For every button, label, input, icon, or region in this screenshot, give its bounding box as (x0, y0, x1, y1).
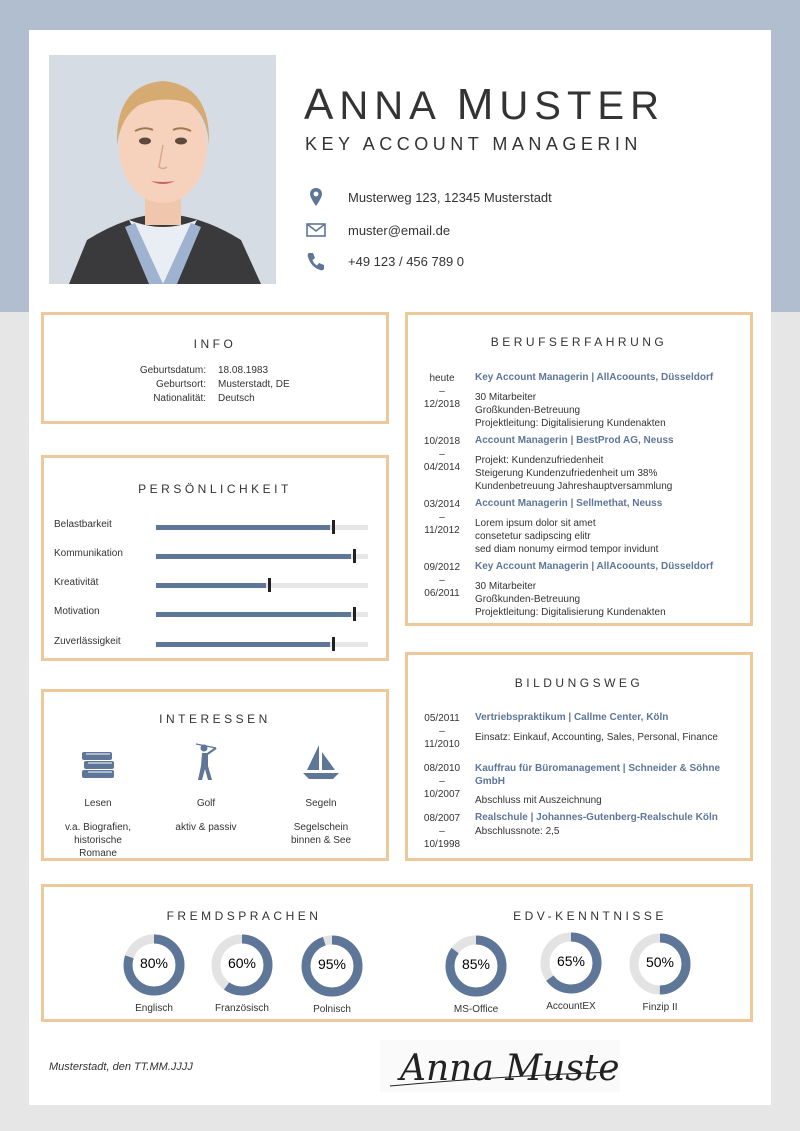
info-section (41, 312, 389, 424)
address-text: Musterweg 123, 12345 Musterstadt (348, 189, 552, 205)
skill-track (156, 525, 368, 530)
skill-label: Kreativität (54, 577, 99, 588)
info-row: Nationalität: Deutsch (153, 393, 255, 404)
skill-marker (353, 607, 356, 621)
skills-gauge-section (41, 884, 753, 1022)
gauge-value: 95% (317, 956, 347, 972)
it-gauge (531, 931, 611, 1012)
entry-title: Account Managerin | Sellmethat, Neuss (475, 498, 663, 509)
profile-photo (49, 55, 276, 284)
email-text[interactable]: muster@email.de (348, 222, 451, 238)
languages-title: FREMDSPRACHEN (166, 909, 322, 923)
books-icon (78, 742, 118, 782)
entry-details: Lorem ipsum dolor sit amet consetetur sadipscing elitr sed diam nonumy eirmod tempor invidunt (475, 518, 659, 555)
sailboat-icon (299, 742, 343, 782)
entry-dates: 08/2007 – 10/1998 (423, 813, 461, 850)
entry-details: Einsatz: Einkauf, Accounting, Sales, Personal, Finance (475, 732, 718, 743)
skill-track (156, 554, 368, 559)
skill-label: Zuverlässigkeit (54, 636, 121, 647)
gauge-label: AccountEX (546, 1001, 596, 1012)
interests-section (41, 689, 389, 861)
entry-dates: 10/2018 – 04/2014 (423, 436, 461, 473)
contact-email (305, 219, 451, 241)
gauge-label: Finzip II (642, 1002, 678, 1013)
contact-phone (305, 250, 465, 272)
skill-marker (332, 520, 335, 534)
skill-track (156, 642, 368, 647)
info-row: Geburtsdatum: 18.08.1983 (139, 365, 269, 376)
info-title: INFO (193, 337, 237, 351)
entry-title: Key Account Managerin | AllAcoounts, Düsseldorf (475, 372, 714, 383)
gauge-value: 85% (461, 956, 491, 972)
personality-title: PERSÖNLICHKEIT (138, 482, 292, 496)
skill-fill (156, 554, 351, 559)
skill-fill (156, 583, 266, 588)
language-gauge (114, 933, 194, 1014)
it-gauge (436, 934, 516, 1015)
skill-marker (353, 549, 356, 563)
experience-section (405, 312, 753, 626)
interest-description: Segelschein binnen & See (290, 822, 352, 846)
interest-item (271, 742, 371, 847)
golf-icon (186, 742, 226, 782)
interest-description: v.a. Biografien, historische Romane (65, 822, 131, 859)
entry-details: 30 Mitarbeiter Großkunden-Betreuung Projektleitung: Digitalisierung Kundenakten (475, 392, 666, 429)
gauge-value: 50% (645, 954, 675, 970)
gauge-label: Polnisch (313, 1004, 351, 1015)
entry-details: Abschlussnote: 2,5 (475, 826, 560, 837)
gauge-label: MS-Office (453, 1004, 499, 1015)
interest-item (48, 742, 148, 860)
gauge-label: Französisch (215, 1003, 269, 1014)
signature (380, 1040, 620, 1092)
skill-row (54, 519, 374, 533)
info-list (44, 365, 386, 407)
skill-label: Motivation (54, 606, 100, 617)
gauge-value: 80% (139, 955, 169, 971)
interest-description: aktiv & passiv (175, 822, 237, 833)
entry-details: 30 Mitarbeiter Großkunden-Betreuung Projektleitung: Digitalisierung Kundenakten (475, 581, 666, 618)
interest-name: Golf (196, 798, 216, 809)
entry-title: Key Account Managerin | AllAcoounts, Düsseldorf (475, 561, 714, 572)
it-gauge (620, 932, 700, 1013)
entry-dates: 09/2012 – 06/2011 (423, 562, 461, 599)
interest-name: Lesen (84, 798, 112, 809)
experience-title: BERUFSERFAHRUNG (490, 335, 668, 349)
education-section (405, 652, 753, 861)
skill-row (54, 606, 374, 620)
entry-dates: 03/2014 – 11/2012 (423, 499, 461, 536)
skill-label: Kommunikation (54, 548, 123, 559)
entry-dates: 08/2010 – 10/2007 (423, 763, 461, 800)
education-title: BILDUNGSWEG (514, 676, 644, 690)
skill-fill (156, 525, 330, 530)
entry-dates: heute – 12/2018 (423, 373, 461, 410)
personality-section (41, 455, 389, 661)
gauge-value: 60% (227, 955, 257, 971)
gauge-value: 65% (556, 953, 586, 969)
interests-title: INTERESSEN (159, 712, 271, 726)
skill-marker (268, 578, 271, 592)
entry-details: Projekt: Kundenzufriedenheit Steigerung Kundenzufriedenheit um 38% Kundenbetreuung Jahreshauptversammlung (475, 455, 673, 492)
entry-title: Realschule | Johannes-Gutenberg-Realschule Köln (475, 812, 718, 823)
envelope-icon (305, 219, 327, 241)
skill-fill (156, 612, 351, 617)
entry-title: Kauffrau für Büromanagement | Schneider & Söhne GmbH (475, 763, 721, 787)
skill-fill (156, 642, 330, 647)
phone-icon (305, 250, 327, 272)
skill-row (54, 636, 374, 650)
phone-text: +49 123 / 456 789 0 (348, 253, 465, 269)
skill-row (54, 577, 374, 591)
skill-marker (332, 637, 335, 651)
entry-dates: 05/2011 – 11/2010 (424, 713, 460, 750)
contact-address (305, 186, 552, 208)
signature-text: Anna Muster (400, 1048, 620, 1089)
interest-name: Segeln (305, 798, 337, 809)
language-gauge (292, 934, 372, 1015)
skill-track (156, 583, 368, 588)
entry-details: Abschluss mit Auszeichnung (475, 795, 602, 806)
entry-title: Account Managerin | BestProd AG, Neuss (475, 435, 674, 446)
interest-item (156, 742, 256, 834)
gauge-label: Englisch (135, 1003, 173, 1014)
skill-track (156, 612, 368, 617)
skill-label: Belastbarkeit (54, 519, 112, 530)
location-pin-icon (305, 186, 327, 208)
person-name: ANNA MUSTER (304, 80, 665, 129)
place-date: Musterstadt, den TT.MM.JJJJ (49, 1061, 193, 1073)
it-skills-title: EDV-KENNTNISSE (513, 909, 667, 923)
language-gauge (202, 933, 282, 1014)
signature-drawing (380, 1040, 620, 1092)
entry-title: Vertriebspraktikum | Callme Center, Köln (475, 712, 669, 723)
info-row: Geburtsort: Musterstadt, DE (155, 379, 290, 390)
skill-row (54, 548, 374, 562)
job-title: KEY ACCOUNT MANAGERIN (305, 134, 642, 154)
